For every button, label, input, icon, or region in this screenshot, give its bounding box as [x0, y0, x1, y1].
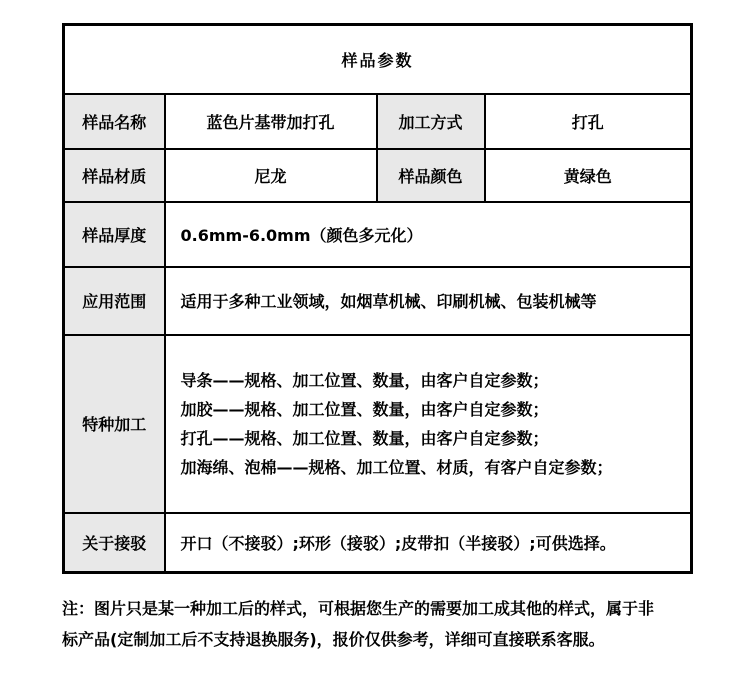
table-row [64, 267, 692, 335]
about-joining-label: 关于接驳 [64, 513, 165, 573]
table-row [64, 94, 692, 149]
table-row [64, 513, 692, 573]
footnote-line: 标产品(定制加工后不支持退换服务)，报价仅供参考，详细可直接联系客服。 [62, 630, 605, 649]
special-processing-line: 加胶——规格、加工位置、数量，由客户自定参数； [180, 399, 549, 419]
table-title: 样品参数 [64, 25, 692, 94]
processing-method-value: 打孔 [485, 94, 692, 149]
special-processing-label: 特种加工 [64, 335, 165, 513]
sample-thickness-value: 0.6mm-6.0mm（颜色多元化） [165, 202, 692, 267]
application-scope-value: 适用于多种工业领域，如烟草机械、印刷机械、包装机械等 [165, 267, 692, 335]
footnote [62, 593, 702, 655]
table-row [64, 202, 692, 267]
sample-parameters-table [62, 23, 693, 574]
sample-thickness-label: 样品厚度 [64, 202, 165, 267]
sample-name-label: 样品名称 [64, 94, 165, 149]
special-processing-line: 打孔——规格、加工位置、数量，由客户自定参数； [180, 428, 549, 448]
sample-material-value: 尼龙 [165, 149, 377, 202]
special-processing-value [165, 335, 692, 513]
sample-material-label: 样品材质 [64, 149, 165, 202]
sample-name-value: 蓝色片基带加打孔 [165, 94, 377, 149]
special-processing-line: 导条——规格、加工位置、数量，由客户自定参数； [180, 370, 549, 390]
special-processing-line: 加海绵、泡棉——规格、加工位置、材质，有客户自定参数； [180, 457, 613, 477]
special-processing-lines [166, 366, 691, 482]
table-row [64, 335, 692, 513]
sample-color-value: 黄绿色 [485, 149, 692, 202]
table-row [64, 149, 692, 202]
table-row-title [64, 25, 692, 94]
footnote-line: 注：图片只是某一种加工后的样式，可根据您生产的需要加工成其他的样式，属于非 [62, 599, 655, 618]
sample-color-label: 样品颜色 [377, 149, 485, 202]
application-scope-label: 应用范围 [64, 267, 165, 335]
about-joining-value: 开口（不接驳）;环形（接驳）;皮带扣（半接驳）;可供选择。 [165, 513, 692, 573]
processing-method-label: 加工方式 [377, 94, 485, 149]
